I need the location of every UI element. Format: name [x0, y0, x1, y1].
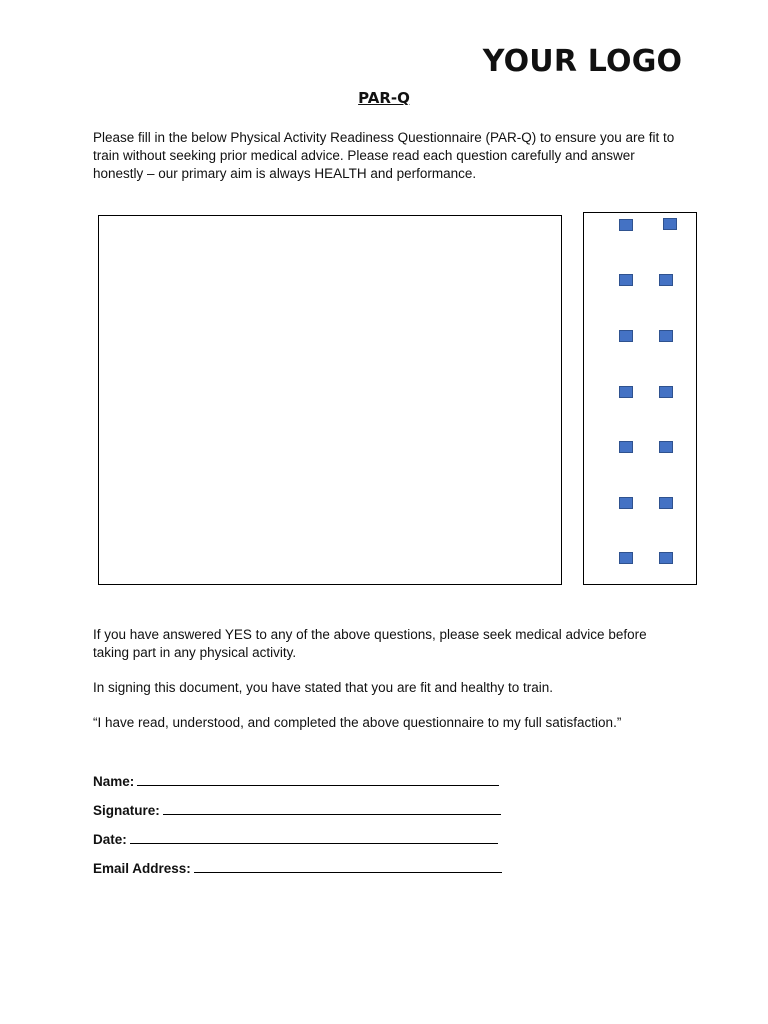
signature-field[interactable] — [93, 801, 501, 820]
date-line[interactable] — [130, 830, 498, 844]
name-line[interactable] — [137, 772, 499, 786]
no-checkbox-4[interactable] — [659, 386, 673, 398]
email-line[interactable] — [194, 859, 502, 873]
questions-box — [98, 215, 562, 585]
email-label: Email Address: — [93, 861, 191, 876]
declaration-quote: “I have read, understood, and completed the above questionnaire to my full satisfaction.” — [93, 715, 622, 730]
email-field[interactable] — [93, 859, 502, 878]
name-field[interactable] — [93, 772, 499, 791]
yes-checkbox-2[interactable] — [619, 274, 633, 286]
signing-statement: In signing this document, you have stated that you are fit and healthy to train. — [93, 680, 554, 695]
yes-checkbox-5[interactable] — [619, 441, 633, 453]
no-checkbox-2[interactable] — [659, 274, 673, 286]
no-checkbox-7[interactable] — [659, 552, 673, 564]
name-label: Name: — [93, 774, 135, 789]
date-field[interactable] — [93, 830, 498, 849]
date-label: Date: — [93, 832, 127, 847]
signature-label: Signature: — [93, 803, 160, 818]
intro-paragraph: Please fill in the below Physical Activity Readiness Questionnaire (PAR-Q) to ensure you are fit to train without seeking prior medical advice. Please read each question carefully and answer honestly – our primary aim is always HEALTH and performance. — [93, 130, 675, 181]
no-checkbox-6[interactable] — [659, 497, 673, 509]
yes-checkbox-7[interactable] — [619, 552, 633, 564]
answers-box — [583, 212, 697, 585]
yes-checkbox-6[interactable] — [619, 497, 633, 509]
page-title: PAR-Q — [358, 89, 410, 107]
yes-checkbox-4[interactable] — [619, 386, 633, 398]
medical-advice-notice: If you have answered YES to any of the above questions, please seek medical advice before taking part in any physical activity. — [93, 627, 647, 660]
logo-placeholder: YOUR LOGO — [482, 44, 683, 79]
yes-checkbox-3[interactable] — [619, 330, 633, 342]
signature-line[interactable] — [163, 801, 501, 815]
no-checkbox-1[interactable] — [663, 218, 677, 230]
no-checkbox-3[interactable] — [659, 330, 673, 342]
yes-checkbox-1[interactable] — [619, 219, 633, 231]
no-checkbox-5[interactable] — [659, 441, 673, 453]
